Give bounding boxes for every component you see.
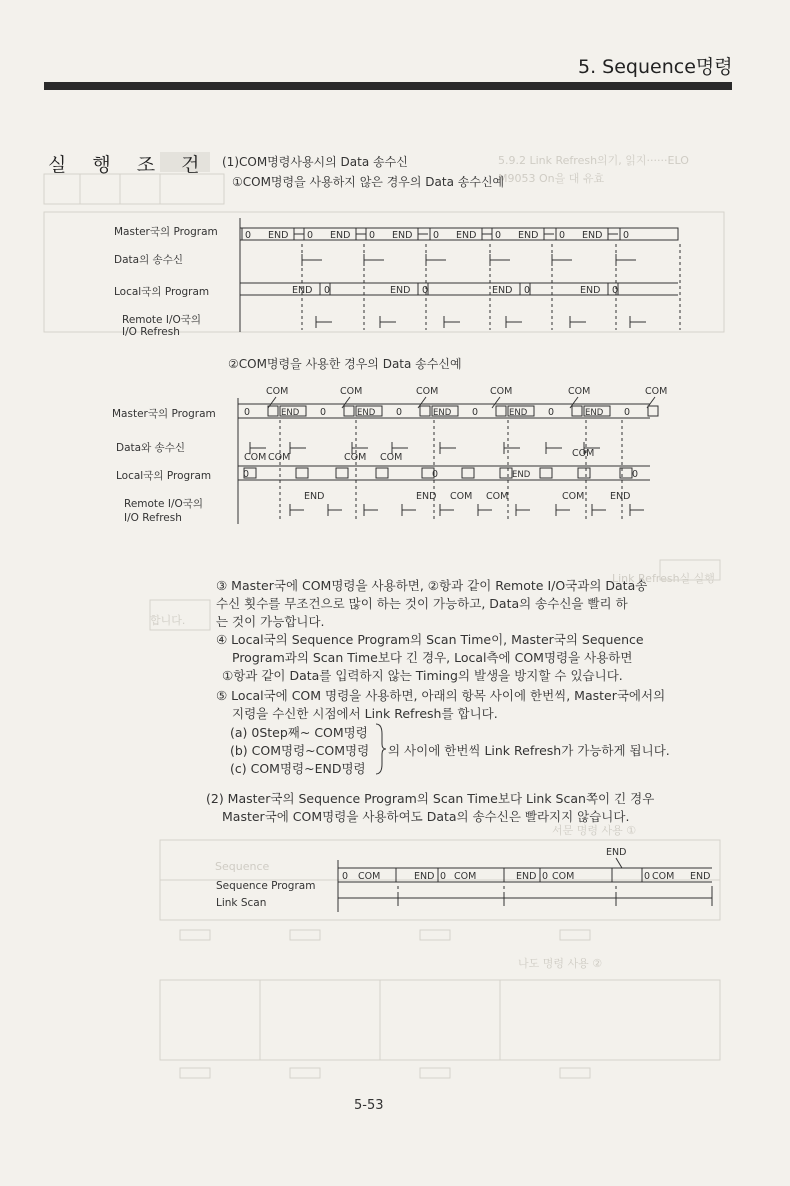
cond2-line1: (2) Master국의 Sequence Program의 Scan Time보다 Link Scan쪽이 긴 경우 [206, 791, 655, 806]
bleed-text: 5.9.2 Link Refresh의기, 읽지······ELO [498, 154, 689, 167]
scan-start-label: 0 [548, 407, 555, 418]
bleed-text: 나도 명령 사용 ② [518, 957, 603, 970]
local-com-label: COM [268, 452, 291, 463]
diag2-refresh-label: I/O Refresh [124, 512, 182, 524]
item-b: (b) COM명령~COM명령 [230, 743, 370, 758]
local-start-label: 0 [632, 469, 639, 480]
local-com-label: COM [572, 448, 595, 459]
bleed-text: 합니다. [150, 614, 186, 627]
scan-start-label: 0 [472, 407, 479, 418]
diag2-master-label: Master국의 Program [112, 408, 216, 420]
item-a: (a) 0Step째~ COM명령 [230, 725, 368, 740]
scan-start-label: 0 [369, 230, 376, 241]
refresh-com-label: COM [562, 491, 585, 502]
scan-start-label: 0 [244, 407, 251, 418]
cond1-sub2: ②COM명령을 사용한 경우의 Data 송수신예 [228, 357, 462, 371]
local-com-label: COM [344, 452, 367, 463]
local-end-label: END [492, 285, 513, 296]
scan-start-label: 0 [559, 230, 566, 241]
seq-com-label: COM [552, 871, 575, 882]
para5-line2: 지령을 수신한 시점에서 Link Refresh를 합니다. [232, 706, 498, 721]
local-end-label: END [390, 285, 411, 296]
scan-start-label: 0 [396, 407, 403, 418]
com-label: COM [340, 386, 363, 397]
end-label: END [606, 847, 627, 858]
scan-end-label: END [433, 408, 452, 418]
seq-start-label: 0 [542, 871, 549, 882]
item-c: (c) COM명령~END명령 [230, 761, 366, 776]
diag3-seq-label: Sequence Program [216, 880, 316, 892]
local-start-label: 0 [243, 469, 250, 480]
diag1-remote-label: Remote I/O국의 [122, 314, 202, 326]
cond1-heading: (1)COM명령사용시의 Data 송수신 [222, 155, 408, 169]
scan-end-label: END [585, 408, 604, 418]
seq-com-label: COM [454, 871, 477, 882]
scan-end-label: END [518, 230, 539, 241]
para3-line2: 수신 횟수를 무조건으로 많이 하는 것이 가능하고, Data의 송수신을 빨리 하 [216, 596, 628, 611]
local-start-label: 0 [324, 285, 331, 296]
com-label: COM [490, 386, 513, 397]
diag1-data-label: Data의 송수신 [114, 254, 183, 266]
bleed-text: Sequence [215, 860, 270, 873]
com-label: COM [568, 386, 591, 397]
local-start-label: 0 [524, 285, 531, 296]
local-end-label: END [580, 285, 601, 296]
scan-start-label: 0 [495, 230, 502, 241]
page-number: 5-53 [354, 1098, 384, 1113]
seq-block [612, 868, 642, 882]
para3-line1: ③ Master국에 COM명령을 사용하면, ②항과 같이 Remote I/O국과의 Data송 [216, 578, 648, 593]
scan-end-label: END [268, 230, 289, 241]
scan-end-label: END [582, 230, 603, 241]
local-start-label: 0 [612, 285, 619, 296]
local-com-label: COM [244, 452, 267, 463]
diag1-master-label: Master국의 Program [114, 226, 218, 238]
local-start-label: 0 [432, 469, 439, 480]
scan-start-label: 0 [624, 407, 631, 418]
refresh-end-label: END [304, 491, 325, 502]
para4-line1: ④ Local국의 Sequence Program의 Scan Time이, Master국의 Sequence [216, 632, 644, 647]
scan-start-label: 0 [320, 407, 327, 418]
diag3-scan-label: Link Scan [216, 897, 267, 909]
scan-end-label: END [357, 408, 376, 418]
para4-line3: ①항과 같이 Data를 입력하지 않는 Timing의 발생을 방지할 수 있습니다. [222, 668, 623, 683]
scan-start-label: 0 [433, 230, 440, 241]
scan-end-label: END [392, 230, 413, 241]
diag1-local-label: Local국의 Program [114, 286, 210, 298]
scan-end-label: END [509, 408, 528, 418]
scan-end-label: END [330, 230, 351, 241]
section-header: 5. Sequence명령 [578, 56, 733, 78]
diag2-local-label: Local국의 Program [116, 470, 212, 482]
para5-line1: ⑤ Local국에 COM 명령을 사용하면, 아래의 항목 사이에 한번씩, Master국에서의 [216, 688, 666, 703]
scan-end-label: END [456, 230, 477, 241]
items-note: 의 사이에 한번씩 Link Refresh가 가능하게 됩니다. [388, 743, 670, 758]
para4-line2: Program과의 Scan Time보다 긴 경우, Local측에 COM명령을 사용하면 [232, 650, 633, 665]
scan-start-label: 0 [245, 230, 252, 241]
scan-start-label: 0 [623, 230, 630, 241]
scan-end-label: END [281, 408, 300, 418]
end-arrow [616, 858, 622, 868]
local-com-label: COM [380, 452, 403, 463]
seq-com-label: COM [358, 871, 381, 882]
seq-start-label: 0 [644, 871, 651, 882]
refresh-com-label: COM [486, 491, 509, 502]
com-label: COM [416, 386, 439, 397]
refresh-com-label: COM [450, 491, 473, 502]
com-label: COM [645, 386, 668, 397]
local-end-label: END [512, 470, 531, 480]
scan-start-label: 0 [307, 230, 314, 241]
com-label: COM [266, 386, 289, 397]
para3-line3: 는 것이 가능합니다. [216, 614, 325, 629]
refresh-end-label: END [416, 491, 437, 502]
cond2-line2: Master국에 COM명령을 사용하여도 Data의 송수신은 빨라지지 않습니다. [222, 809, 630, 824]
bleed-text: M9053 On을 대 유효 [498, 172, 605, 185]
diag1-refresh-label: I/O Refresh [122, 326, 180, 338]
condition-title: 실 행 조 건 [48, 154, 210, 176]
seq-end-label: END [414, 871, 435, 882]
bleed-text: Link Refresh실 실행 [612, 572, 715, 585]
refresh-end-label: END [610, 491, 631, 502]
seq-start-label: 0 [440, 871, 447, 882]
diag2-remote-label: Remote I/O국의 [124, 498, 204, 510]
seq-start-label: 0 [342, 871, 349, 882]
diag2-data-label: Data와 송수신 [116, 442, 185, 454]
seq-end-label: END [516, 871, 537, 882]
seq-end-label: END [690, 871, 711, 882]
bleed-text: 서문 명령 사용 ① [552, 824, 637, 837]
cond1-sub1: ①COM명령을 사용하지 않은 경우의 Data 송수신예 [232, 175, 505, 189]
seq-com-label: COM [652, 871, 675, 882]
local-end-label: END [292, 285, 313, 296]
local-start-label: 0 [422, 285, 429, 296]
